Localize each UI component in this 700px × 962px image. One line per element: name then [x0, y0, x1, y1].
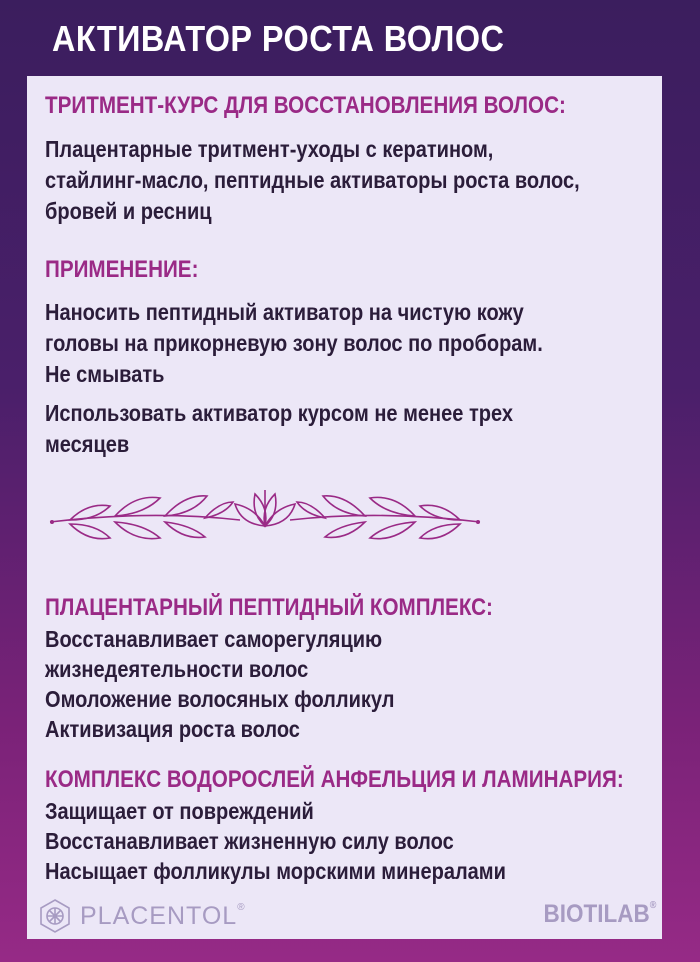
- algae-complex-list: [45, 796, 575, 886]
- list-item: Восстанавливает жизненную силу волос: [45, 828, 454, 854]
- list-item: жизнедеятельности волос: [45, 656, 309, 682]
- section-heading-placental-complex: ПЛАЦЕНТАРНЫЙ ПЕПТИДНЫЙ КОМПЛЕКС:: [45, 594, 493, 621]
- section-text-treatment: Плацентарные тритмент-уходы с кератином, стайлинг-масло, пептидные активаторы роста волос, бровей и ресниц: [45, 136, 580, 224]
- section-text-usage: Наносить пептидный активатор на чистую кожу головы на прикорневую зону волос по проборам. Не смывать: [45, 299, 543, 387]
- placental-complex-list: [45, 624, 447, 744]
- biotilab-wordmark: BIOTILAB®: [543, 900, 656, 928]
- placentol-wordmark: PLACENTOL®: [80, 901, 246, 930]
- list-item: Омоложение волосяных фолликул: [45, 686, 395, 712]
- section-heading-algae-complex: КОМПЛЕКС ВОДОРОСЛЕЙ АНФЕЛЬЦИЯ И ЛАМИНАРИЯ:: [45, 766, 624, 793]
- placentol-logo-icon: [38, 898, 72, 934]
- list-item: Восстанавливает саморегуляцию: [45, 626, 383, 652]
- floral-ornament-icon: [40, 482, 490, 562]
- section-text-usage-duration: Использовать активатор курсом не менее трех месяцев: [45, 400, 513, 457]
- section-heading-usage: ПРИМЕНЕНИЕ:: [45, 256, 199, 283]
- list-item: Насыщает фолликулы морскими минералами: [45, 858, 506, 884]
- list-item: Защищает от повреждений: [45, 798, 314, 824]
- placentol-brand: [38, 898, 246, 934]
- page-title: АКТИВАТОР РОСТА ВОЛОС: [52, 18, 505, 59]
- list-item: Активизация роста волос: [45, 716, 300, 742]
- section-heading-treatment: ТРИТМЕНТ-КУРС ДЛЯ ВОССТАНОВЛЕНИЯ ВОЛОС:: [45, 92, 566, 119]
